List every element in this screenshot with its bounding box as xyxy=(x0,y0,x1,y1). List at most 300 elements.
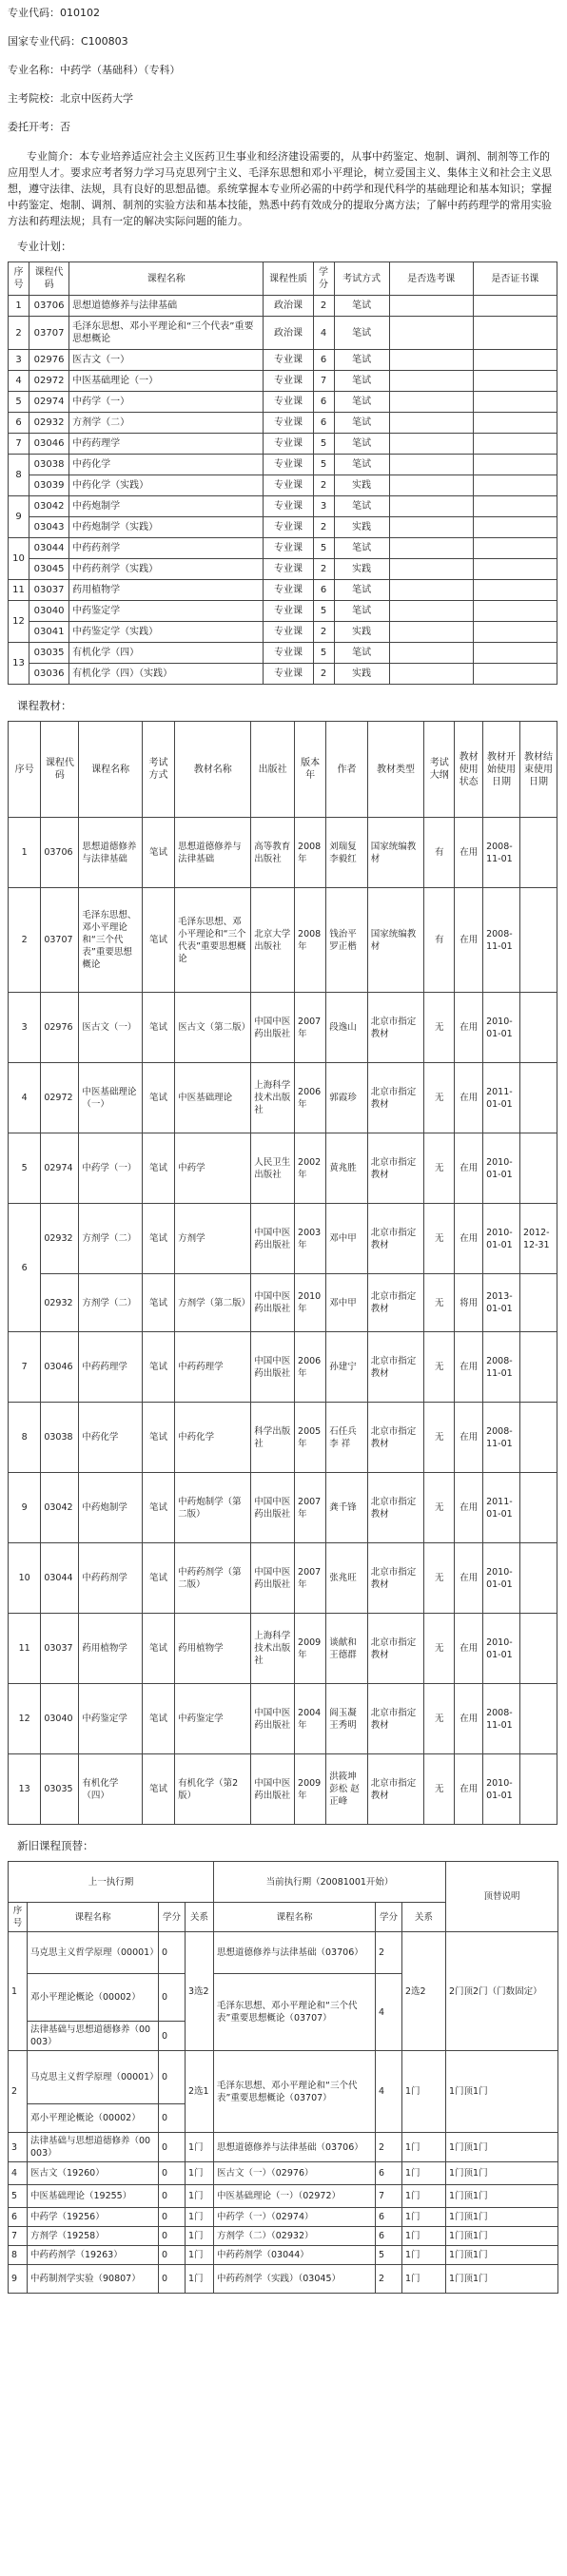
books-cell-status: 在用 xyxy=(455,1614,483,1684)
replace-sub-header-cell: 关系 xyxy=(186,1903,214,1932)
plan-cell-credit: 6 xyxy=(313,392,334,413)
plan-cell-no: 4 xyxy=(9,371,29,392)
replace-cell-pc: 0 xyxy=(159,1932,186,1974)
table-row xyxy=(9,2227,558,2246)
replace-cell-cc: 4 xyxy=(376,2051,402,2133)
plan-cell-credit: 5 xyxy=(313,643,334,664)
books-cell-end xyxy=(520,1274,557,1332)
books-cell-end xyxy=(520,1332,557,1403)
plan-cell-exam: 笔试 xyxy=(334,317,389,350)
table-row xyxy=(9,350,557,371)
plan-cell-name: 中药化学 xyxy=(69,455,264,475)
books-cell-status: 在用 xyxy=(455,888,483,993)
plan-cell-no: 5 xyxy=(9,392,29,413)
books-cell-author: 洪筱坤 彭松 赵正峰 xyxy=(326,1754,368,1825)
plan-cell-opt xyxy=(389,455,473,475)
books-cell-status: 在用 xyxy=(455,818,483,888)
books-cell-pub: 中国中医药出版社 xyxy=(251,1543,295,1614)
books-cell-code: 02932 xyxy=(41,1274,79,1332)
books-header-cell: 序号 xyxy=(9,722,41,818)
replace-sub-header-cell: 序号 xyxy=(9,1903,28,1932)
books-cell-year: 2002年 xyxy=(295,1133,326,1204)
replace-cell-note: 1门顶1门 xyxy=(446,2162,558,2185)
books-cell-author: 刘瑞复 李毅红 xyxy=(326,818,368,888)
books-cell-status: 在用 xyxy=(455,1204,483,1274)
plan-cell-cert xyxy=(473,413,557,434)
books-cell-no: 12 xyxy=(9,1684,41,1754)
books-cell-end xyxy=(520,888,557,993)
books-cell-pub: 中国中医药出版社 xyxy=(251,1473,295,1543)
books-cell-start: 2008-11-01 xyxy=(483,1684,520,1754)
books-cell-outline: 无 xyxy=(424,1063,455,1133)
plan-cell-exam: 笔试 xyxy=(334,601,389,622)
books-cell-status: 在用 xyxy=(455,1473,483,1543)
plan-cell-type: 专业课 xyxy=(264,475,313,496)
books-cell-start: 2010-01-01 xyxy=(483,1754,520,1825)
plan-cell-credit: 2 xyxy=(313,296,334,317)
books-cell-book: 有机化学（第2版） xyxy=(175,1754,251,1825)
books-cell-end xyxy=(520,1063,557,1133)
plan-cell-credit: 2 xyxy=(313,475,334,496)
books-cell-code: 03046 xyxy=(41,1332,79,1403)
books-cell-type: 北京市指定教材 xyxy=(367,1684,424,1754)
replace-cell-cc: 6 xyxy=(376,2208,402,2227)
books-cell-end xyxy=(520,1614,557,1684)
plan-cell-type: 专业课 xyxy=(264,559,313,580)
plan-cell-code: 02974 xyxy=(29,392,69,413)
table-row xyxy=(9,2246,558,2265)
replace-cell-cc: 2 xyxy=(376,1932,402,1974)
plan-cell-type: 专业课 xyxy=(264,517,313,538)
plan-cell-type: 政治课 xyxy=(264,296,313,317)
books-cell-outline: 无 xyxy=(424,1684,455,1754)
plan-cell-cert xyxy=(473,538,557,559)
books-cell-exam: 笔试 xyxy=(142,1204,174,1274)
table-row xyxy=(9,1063,557,1133)
plan-cell-opt xyxy=(389,413,473,434)
replace-cell-curr: 中医基础理论（一）（02972） xyxy=(214,2185,376,2208)
plan-cell-name: 中医基础理论（一） xyxy=(69,371,264,392)
replace-cell-no: 5 xyxy=(9,2185,28,2208)
books-cell-start: 2008-11-01 xyxy=(483,1332,520,1403)
replace-cell-cc: 6 xyxy=(376,2227,402,2246)
books-cell-exam: 笔试 xyxy=(142,1403,174,1473)
table-row xyxy=(9,317,557,350)
table-row xyxy=(9,1543,557,1614)
plan-cell-credit: 6 xyxy=(313,413,334,434)
books-cell-outline: 无 xyxy=(424,1754,455,1825)
books-header-cell: 教材名称 xyxy=(175,722,251,818)
books-cell-code: 03044 xyxy=(41,1543,79,1614)
books-cell-book: 中药药理学 xyxy=(175,1332,251,1403)
books-cell-no: 1 xyxy=(9,818,41,888)
plan-cell-code: 03040 xyxy=(29,601,69,622)
books-cell-status: 在用 xyxy=(455,1133,483,1204)
books-cell-pub: 中国中医药出版社 xyxy=(251,1754,295,1825)
books-cell-end xyxy=(520,818,557,888)
books-cell-course: 医古文（一） xyxy=(79,993,142,1063)
books-cell-outline: 无 xyxy=(424,1274,455,1332)
table-row xyxy=(9,2162,558,2185)
replace-cell-prev: 中药制剂学实验（90807） xyxy=(28,2265,159,2294)
books-cell-exam: 笔试 xyxy=(142,888,174,993)
books-cell-status: 在用 xyxy=(455,1684,483,1754)
books-header-cell: 出版社 xyxy=(251,722,295,818)
books-cell-year: 2007年 xyxy=(295,1473,326,1543)
books-cell-code: 02932 xyxy=(41,1204,79,1274)
replace-sub-header-cell: 课程名称 xyxy=(28,1903,159,1932)
table-row xyxy=(9,664,557,685)
replace-cell-rel: 3选2 xyxy=(186,1932,214,2051)
plan-cell-exam: 笔试 xyxy=(334,413,389,434)
books-cell-year: 2009年 xyxy=(295,1614,326,1684)
plan-cell-code: 03044 xyxy=(29,538,69,559)
replace-cell-no: 9 xyxy=(9,2265,28,2294)
replace-cell-rel: 1门 xyxy=(186,2208,214,2227)
replace-group-header xyxy=(9,1862,558,1903)
plan-cell-name: 中药学（一） xyxy=(69,392,264,413)
books-cell-pub: 中国中医药出版社 xyxy=(251,1274,295,1332)
books-cell-author: 段逸山 xyxy=(326,993,368,1063)
plan-cell-opt xyxy=(389,296,473,317)
plan-cell-name: 中药药剂学（实践） xyxy=(69,559,264,580)
books-cell-author: 邓中甲 xyxy=(326,1204,368,1274)
books-cell-author: 张兆旺 xyxy=(326,1543,368,1614)
plan-cell-code: 02932 xyxy=(29,413,69,434)
plan-cell-exam: 笔试 xyxy=(334,643,389,664)
replace-cell-rel: 1门 xyxy=(186,2227,214,2246)
plan-cell-credit: 5 xyxy=(313,601,334,622)
plan-cell-exam: 笔试 xyxy=(334,496,389,517)
plan-cell-cert xyxy=(473,475,557,496)
replace-cell-pc: 0 xyxy=(159,2208,186,2227)
replace-cell-prev: 马克思主义哲学原理（00001） xyxy=(28,1932,159,1974)
replace-sub-header-cell: 课程名称 xyxy=(214,1903,376,1932)
table-row xyxy=(9,2133,558,2162)
plan-cell-exam: 实践 xyxy=(334,517,389,538)
major-intro: 专业简介：本专业培养适应社会主义医药卫生事业和经济建设需要的，从事中药鉴定、炮制、调剂、制剂等工作的应用型人才。要求应考者努力学习马克思列宁主义、毛泽东思想和邓小平理论，树立爱国主义、集体主义和社会主义思想，遵守法律、法规，具有良好的思想品德。系统掌握本专业所必需的中药学和现代科学的基础理论和基本知识；掌握中药鉴定、炮制、调剂、制剂的实验方法和基本技能，熟悉中药有效成分的提取分离方法；了解中药药理学的常用实验方法和药理法规；具有一定的解决实际问题的能力。 xyxy=(8,150,552,227)
books-cell-code: 03040 xyxy=(41,1684,79,1754)
plan-cell-opt xyxy=(389,350,473,371)
books-cell-code: 03042 xyxy=(41,1473,79,1543)
books-cell-exam: 笔试 xyxy=(142,1614,174,1684)
books-cell-no: 8 xyxy=(9,1403,41,1473)
replace-cell-note: 1门顶1门 xyxy=(446,2227,558,2246)
books-cell-start: 2008-11-01 xyxy=(483,1403,520,1473)
plan-cell-opt xyxy=(389,622,473,643)
plan-header-cell: 考试方式 xyxy=(334,262,389,296)
books-cell-year: 2009年 xyxy=(295,1754,326,1825)
books-cell-exam: 笔试 xyxy=(142,1063,174,1133)
replace-cell-prev: 马克思主义哲学原理（00001） xyxy=(28,2051,159,2104)
replace-cell-no: 7 xyxy=(9,2227,28,2246)
books-cell-author: 龚千锋 xyxy=(326,1473,368,1543)
plan-cell-name: 思想道德修养与法律基础 xyxy=(69,296,264,317)
plan-cell-opt xyxy=(389,475,473,496)
books-cell-end xyxy=(520,1473,557,1543)
plan-cell-code: 03045 xyxy=(29,559,69,580)
table-row xyxy=(9,2208,558,2227)
books-cell-type: 国家统编教材 xyxy=(367,888,424,993)
plan-cell-exam: 实践 xyxy=(334,622,389,643)
books-cell-type: 北京市指定教材 xyxy=(367,1063,424,1133)
books-cell-start: 2008-11-01 xyxy=(483,818,520,888)
books-cell-book: 方剂学（第二版） xyxy=(175,1274,251,1332)
plan-header-row xyxy=(9,262,557,296)
plan-cell-cert xyxy=(473,392,557,413)
plan-cell-cert xyxy=(473,317,557,350)
replace-cell-prev: 法律基础与思想道德修养（00003） xyxy=(28,2022,159,2051)
plan-cell-code: 03042 xyxy=(29,496,69,517)
replace-cell-pc: 0 xyxy=(159,2246,186,2265)
plan-cell-opt xyxy=(389,317,473,350)
plan-cell-no: 2 xyxy=(9,317,29,350)
books-cell-code: 02976 xyxy=(41,993,79,1063)
books-cell-outline: 无 xyxy=(424,1543,455,1614)
books-cell-start: 2010-01-01 xyxy=(483,1543,520,1614)
books-cell-author: 谈献和 王德群 xyxy=(326,1614,368,1684)
books-cell-start: 2011-01-01 xyxy=(483,1473,520,1543)
plan-cell-name: 毛泽东思想、邓小平理论和“三个代表”重要思想概论 xyxy=(69,317,264,350)
books-cell-outline: 无 xyxy=(424,1473,455,1543)
plan-header-cell: 课程名称 xyxy=(69,262,264,296)
books-cell-start: 2011-01-01 xyxy=(483,1063,520,1133)
books-cell-status: 将用 xyxy=(455,1274,483,1332)
replace-cell-pc: 0 xyxy=(159,2185,186,2208)
table-row xyxy=(9,601,557,622)
replace-cell-prev: 医古文（19260） xyxy=(28,2162,159,2185)
plan-cell-cert xyxy=(473,296,557,317)
plan-cell-type: 专业课 xyxy=(264,350,313,371)
replace-cell-curr: 思想道德修养与法律基础（03706） xyxy=(214,2133,376,2162)
books-header-cell: 课程名称 xyxy=(79,722,142,818)
replace-cell-rel: 1门 xyxy=(186,2265,214,2294)
plan-header-cell: 是否证书课 xyxy=(473,262,557,296)
plan-cell-type: 专业课 xyxy=(264,392,313,413)
replace-cell-rel: 2选1 xyxy=(186,2051,214,2133)
replace-cell-curr: 方剂学（二）（02932） xyxy=(214,2227,376,2246)
books-cell-course: 有机化学（四） xyxy=(79,1754,142,1825)
replace-cell-note: 1门顶1门 xyxy=(446,2265,558,2294)
replace-cell-pc: 0 xyxy=(159,2104,186,2133)
books-cell-end xyxy=(520,993,557,1063)
plan-cell-opt xyxy=(389,580,473,601)
table-row xyxy=(9,888,557,993)
replace-cell-cc: 2 xyxy=(376,2133,402,2162)
books-cell-type: 北京市指定教材 xyxy=(367,1204,424,1274)
books-cell-type: 北京市指定教材 xyxy=(367,1543,424,1614)
replace-cell-no: 8 xyxy=(9,2246,28,2265)
plan-cell-credit: 7 xyxy=(313,371,334,392)
plan-cell-cert xyxy=(473,350,557,371)
books-cell-type: 北京市指定教材 xyxy=(367,1332,424,1403)
replace-cell-note: 1门顶1门 xyxy=(446,2246,558,2265)
books-cell-exam: 笔试 xyxy=(142,1133,174,1204)
major-name: 专业名称：中药学（基础科）（专科） xyxy=(8,64,181,76)
books-cell-code: 02972 xyxy=(41,1063,79,1133)
books-cell-pub: 上海科学技术出版社 xyxy=(251,1614,295,1684)
books-cell-code: 02974 xyxy=(41,1133,79,1204)
replace-cell-no: 3 xyxy=(9,2133,28,2162)
plan-cell-cert xyxy=(473,371,557,392)
table-row xyxy=(9,818,557,888)
plan-cell-credit: 6 xyxy=(313,350,334,371)
books-header-row xyxy=(9,722,557,818)
table-row xyxy=(9,392,557,413)
replace-cell-crel: 1门 xyxy=(402,2246,446,2265)
plan-cell-type: 专业课 xyxy=(264,538,313,559)
books-cell-book: 方剂学 xyxy=(175,1204,251,1274)
books-cell-code: 03707 xyxy=(41,888,79,993)
table-row xyxy=(9,1274,557,1332)
books-cell-end: 2012-12-31 xyxy=(520,1204,557,1274)
replace-cell-no: 1 xyxy=(9,1932,28,2051)
replace-cell-curr: 中药药剂学（实践）（03045） xyxy=(214,2265,376,2294)
books-cell-outline: 无 xyxy=(424,993,455,1063)
books-cell-outline: 无 xyxy=(424,1133,455,1204)
books-cell-book: 中药鉴定学 xyxy=(175,1684,251,1754)
books-cell-year: 2006年 xyxy=(295,1063,326,1133)
table-row xyxy=(9,1754,557,1825)
replace-cell-rel: 1门 xyxy=(186,2133,214,2162)
replace-cell-no: 4 xyxy=(9,2162,28,2185)
books-cell-book: 中药药剂学（第二版） xyxy=(175,1543,251,1614)
plan-cell-name: 中药化学（实践） xyxy=(69,475,264,496)
books-cell-year: 2005年 xyxy=(295,1403,326,1473)
plan-cell-type: 专业课 xyxy=(264,580,313,601)
table-row xyxy=(9,296,557,317)
books-cell-course: 毛泽东思想、邓小平理论和“三个代表”重要思想概论 xyxy=(79,888,142,993)
plan-cell-name: 中药鉴定学 xyxy=(69,601,264,622)
books-cell-type: 北京市指定教材 xyxy=(367,1754,424,1825)
plan-cell-exam: 实践 xyxy=(334,475,389,496)
table-row xyxy=(9,434,557,455)
table-row xyxy=(9,2051,558,2104)
books-header-cell: 教材开始使用日期 xyxy=(483,722,520,818)
plan-cell-exam: 笔试 xyxy=(334,538,389,559)
books-cell-end xyxy=(520,1684,557,1754)
books-cell-year: 2003年 xyxy=(295,1204,326,1274)
plan-cell-opt xyxy=(389,392,473,413)
books-cell-outline: 无 xyxy=(424,1204,455,1274)
plan-cell-name: 有机化学（四） xyxy=(69,643,264,664)
books-cell-author: 黄兆胜 xyxy=(326,1133,368,1204)
books-cell-course: 中药学（一） xyxy=(79,1133,142,1204)
plan-cell-cert xyxy=(473,580,557,601)
plan-cell-credit: 2 xyxy=(313,559,334,580)
books-cell-outline: 无 xyxy=(424,1332,455,1403)
plan-cell-type: 专业课 xyxy=(264,371,313,392)
books-cell-code: 03037 xyxy=(41,1614,79,1684)
exam-school: 主考院校：北京中医药大学 xyxy=(8,92,133,105)
books-cell-code: 03038 xyxy=(41,1403,79,1473)
books-cell-pub: 科学出版社 xyxy=(251,1403,295,1473)
plan-cell-code: 03036 xyxy=(29,664,69,685)
replace-cell-no: 6 xyxy=(9,2208,28,2227)
plan-header-cell: 课程代码 xyxy=(29,262,69,296)
plan-cell-type: 专业课 xyxy=(264,413,313,434)
books-cell-author: 阎玉凝 王秀明 xyxy=(326,1684,368,1754)
replace-cell-pc: 0 xyxy=(159,2227,186,2246)
books-cell-course: 方剂学（二） xyxy=(79,1204,142,1274)
replace-cell-crel: 1门 xyxy=(402,2051,446,2133)
table-row xyxy=(9,1473,557,1543)
plan-cell-cert xyxy=(473,517,557,538)
books-cell-course: 中药炮制学 xyxy=(79,1473,142,1543)
plan-cell-name: 中药药理学 xyxy=(69,434,264,455)
plan-cell-name: 中药炮制学 xyxy=(69,496,264,517)
books-header-cell: 教材类型 xyxy=(367,722,424,818)
table-row xyxy=(9,413,557,434)
books-cell-year: 2007年 xyxy=(295,1543,326,1614)
plan-cell-opt xyxy=(389,643,473,664)
replace-cell-pc: 0 xyxy=(159,2051,186,2104)
table-row xyxy=(9,1932,558,1974)
plan-cell-cert xyxy=(473,601,557,622)
table-row xyxy=(9,371,557,392)
plan-title: 专业计划： xyxy=(17,240,72,253)
books-cell-year: 2008年 xyxy=(295,888,326,993)
plan-cell-no: 7 xyxy=(9,434,29,455)
books-cell-no: 7 xyxy=(9,1332,41,1403)
replace-cell-prev: 方剂学（19258） xyxy=(28,2227,159,2246)
books-cell-book: 思想道德修养与法律基础 xyxy=(175,818,251,888)
plan-cell-type: 专业课 xyxy=(264,455,313,475)
replace-table xyxy=(8,1861,558,2294)
books-cell-end xyxy=(520,1133,557,1204)
books-cell-status: 在用 xyxy=(455,993,483,1063)
replace-cell-pc: 0 xyxy=(159,2022,186,2051)
books-cell-course: 中药化学 xyxy=(79,1403,142,1473)
plan-cell-type: 专业课 xyxy=(264,622,313,643)
plan-cell-opt xyxy=(389,538,473,559)
plan-cell-no: 1 xyxy=(9,296,29,317)
replace-cell-prev: 邓小平理论概论（00002） xyxy=(28,2104,159,2133)
books-cell-pub: 中国中医药出版社 xyxy=(251,1204,295,1274)
plan-header-cell: 课程性质 xyxy=(264,262,313,296)
books-cell-start: 2013-01-01 xyxy=(483,1274,520,1332)
books-cell-course: 中药药理学 xyxy=(79,1332,142,1403)
books-cell-status: 在用 xyxy=(455,1403,483,1473)
books-cell-start: 2010-01-01 xyxy=(483,1614,520,1684)
table-row xyxy=(9,1403,557,1473)
plan-cell-type: 专业课 xyxy=(264,643,313,664)
books-table xyxy=(8,721,557,1825)
books-cell-no: 3 xyxy=(9,993,41,1063)
replace-cell-curr: 毛泽东思想、邓小平理论和“三个代表”重要思想概论（03707） xyxy=(214,1974,376,2051)
plan-cell-code: 03041 xyxy=(29,622,69,643)
plan-cell-credit: 6 xyxy=(313,580,334,601)
books-cell-status: 在用 xyxy=(455,1754,483,1825)
books-cell-author: 石任兵 李 祥 xyxy=(326,1403,368,1473)
books-cell-book: 毛泽东思想、邓小平理论和“三个代表”重要思想概论 xyxy=(175,888,251,993)
books-cell-exam: 笔试 xyxy=(142,1543,174,1614)
books-cell-end xyxy=(520,1403,557,1473)
prev-period-header: 上一执行期 xyxy=(9,1862,214,1903)
replace-cell-curr: 毛泽东思想、邓小平理论和“三个代表”重要思想概论（03707） xyxy=(214,2051,376,2133)
plan-cell-credit: 2 xyxy=(313,517,334,538)
books-cell-book: 中医基础理论 xyxy=(175,1063,251,1133)
plan-cell-cert xyxy=(473,643,557,664)
plan-cell-code: 03043 xyxy=(29,517,69,538)
plan-cell-exam: 笔试 xyxy=(334,371,389,392)
books-cell-exam: 笔试 xyxy=(142,818,174,888)
books-header-cell: 版本年 xyxy=(295,722,326,818)
plan-cell-name: 有机化学（四）（实践） xyxy=(69,664,264,685)
books-cell-book: 药用植物学 xyxy=(175,1614,251,1684)
books-cell-end xyxy=(520,1543,557,1614)
books-cell-book: 中药炮制学（第二版） xyxy=(175,1473,251,1543)
